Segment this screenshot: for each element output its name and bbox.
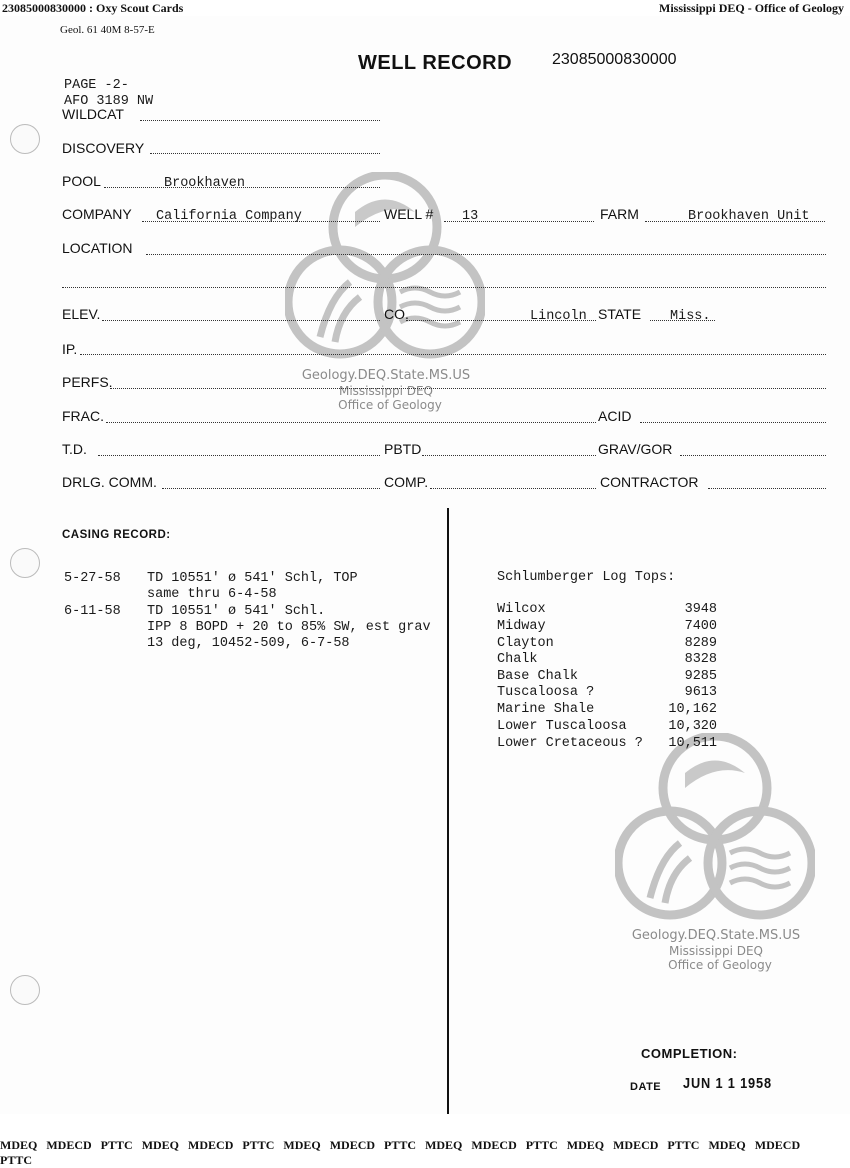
pbtd-label: PBTD <box>384 441 422 457</box>
source-title: 23085000830000 : Oxy Scout Cards <box>2 1 184 15</box>
log-top-row <box>497 736 717 753</box>
pool-label: POOL <box>62 173 101 189</box>
formation-name: Chalk <box>497 652 538 667</box>
td-label: T.D. <box>62 441 87 457</box>
completion-date-stamp: JUN 1 1 1958 <box>683 1075 772 1092</box>
formation-depth: 8328 <box>684 652 717 667</box>
formation-name: Marine Shale <box>497 702 595 717</box>
formation-depth: 10,511 <box>668 736 717 751</box>
log-top-row <box>497 702 717 719</box>
mdeq-watermark-logo <box>615 733 815 923</box>
contractor-label: CONTRACTOR <box>600 474 699 490</box>
log-top-row <box>497 652 717 669</box>
watermark-agency: Mississippi DEQ <box>668 944 763 958</box>
punch-hole <box>10 975 40 1005</box>
date-label: DATE <box>630 1081 662 1093</box>
location-line-2 <box>62 287 826 288</box>
grav-gor-line <box>680 455 826 456</box>
punch-hole <box>10 548 40 578</box>
footer-bar <box>0 1138 850 1168</box>
elev-label: ELEV. <box>62 306 101 322</box>
log-top-row <box>497 636 717 653</box>
wildcat-line <box>140 120 380 121</box>
wildcat-label: WILDCAT <box>62 106 124 122</box>
discovery-label: DISCOVERY <box>62 140 145 156</box>
county-value: Lincoln <box>530 309 587 324</box>
footer-item: PTTC <box>100 1138 133 1152</box>
casing-entry-line: 13 deg, 10452-509, 6-7-58 <box>147 636 350 651</box>
formation-name: Lower Cretaceous ? <box>497 736 643 751</box>
log-top-row <box>497 602 717 619</box>
footer-item: MDEQ <box>141 1138 180 1152</box>
punch-hole <box>10 124 40 154</box>
formation-name: Lower Tuscaloosa <box>497 719 627 734</box>
afo-number: AFO 3189 NW <box>64 94 154 109</box>
grav-gor-label: GRAV/GOR <box>598 441 673 457</box>
ip-line <box>80 354 826 355</box>
casing-entry-line: IPP 8 BOPD + 20 to 85% SW, est grav <box>147 620 431 635</box>
footer-item: MDECD <box>46 1138 92 1152</box>
td-line <box>98 455 380 456</box>
footer-item: MDEQ <box>566 1138 605 1152</box>
state-label: STATE <box>598 306 642 322</box>
log-top-row <box>497 669 717 686</box>
watermark-office: Office of Geology <box>668 958 772 972</box>
footer-item: MDEQ <box>283 1138 321 1152</box>
casing-entry-date: 6-11-58 <box>64 604 121 619</box>
footer-item: MDECD <box>471 1138 517 1152</box>
perfs-line <box>110 388 826 389</box>
footer-item: MDECD <box>188 1138 234 1152</box>
form-code: Geol. 61 40M 8-57-E <box>60 24 155 36</box>
watermark-url: Geology.DEQ.State.MS.US <box>301 368 471 383</box>
formation-name: Tuscaloosa ? <box>497 685 595 700</box>
pool-value: Brookhaven <box>164 176 246 191</box>
discovery-line <box>150 153 380 154</box>
formation-depth: 8289 <box>684 636 717 651</box>
page-number: PAGE -2- <box>64 78 129 93</box>
formation-name: Base Chalk <box>497 669 579 684</box>
company-label: COMPANY <box>62 206 132 222</box>
comp-line <box>430 488 596 489</box>
watermark-agency: Mississippi DEQ <box>338 384 433 398</box>
formation-depth: 10,162 <box>668 702 717 717</box>
farm-value: Brookhaven Unit <box>688 209 810 224</box>
footer-item: MDEQ <box>425 1138 463 1152</box>
footer-item: PTTC <box>242 1138 275 1152</box>
formation-depth: 3948 <box>684 602 717 617</box>
casing-entry-date: 5-27-58 <box>64 571 121 586</box>
formation-depth: 9285 <box>684 669 717 684</box>
contractor-line <box>708 488 826 489</box>
column-divider <box>447 508 449 1114</box>
location-label: LOCATION <box>62 240 133 256</box>
elev-line <box>102 320 380 321</box>
frac-line <box>106 422 596 423</box>
page-title: WELL RECORD <box>358 52 513 74</box>
log-top-row <box>497 685 717 702</box>
farm-label: FARM <box>600 206 639 222</box>
footer-item: MDEQ <box>0 1138 38 1152</box>
location-line <box>146 254 826 255</box>
log-top-row <box>497 619 717 636</box>
formation-depth: 10,320 <box>668 719 717 734</box>
mdeq-watermark-logo <box>285 172 485 362</box>
county-label: CO. <box>384 306 409 322</box>
completion-label: COMPLETION: <box>641 1046 738 1061</box>
footer-item: MDECD <box>754 1138 801 1152</box>
casing-entry-line: TD 10551' ø 541' Schl, TOP <box>147 571 358 586</box>
footer-item: PTTC <box>667 1138 700 1152</box>
casing-record-heading: CASING RECORD: <box>62 529 171 541</box>
api-number: 23085000830000 <box>552 51 677 68</box>
footer-item: MDECD <box>613 1138 659 1152</box>
pbtd-line <box>422 455 596 456</box>
formation-depth: 7400 <box>684 619 717 634</box>
state-value: Miss. <box>670 309 711 324</box>
formation-depth: 9613 <box>684 685 717 700</box>
frac-label: FRAC. <box>62 408 104 424</box>
formation-name: Midway <box>497 619 546 634</box>
comp-label: COMP. <box>384 474 429 490</box>
watermark-url: Geology.DEQ.State.MS.US <box>631 928 801 943</box>
formation-name: Clayton <box>497 636 554 651</box>
formation-name: Wilcox <box>497 602 546 617</box>
company-value: California Company <box>156 209 302 224</box>
acid-line <box>640 422 826 423</box>
drlg-comm-label: DRLG. COMM. <box>62 474 157 490</box>
casing-entry-line: same thru 6-4-58 <box>147 587 277 602</box>
footer-item: MDECD <box>329 1138 376 1152</box>
ip-label: IP. <box>62 341 78 357</box>
footer-item: PTTC <box>384 1138 417 1152</box>
log-tops-heading: Schlumberger Log Tops: <box>497 570 676 585</box>
acid-label: ACID <box>598 408 632 424</box>
watermark-office: Office of Geology <box>338 398 442 412</box>
log-top-row <box>497 719 717 736</box>
drlg-comm-line <box>162 488 380 489</box>
casing-entry-line: TD 10551' ø 541' Schl. <box>147 604 326 619</box>
well-value: 13 <box>462 209 479 224</box>
perfs-label: PERFS. <box>62 374 113 390</box>
footer-item: MDEQ <box>708 1138 746 1152</box>
footer-item: PTTC <box>525 1138 558 1152</box>
agency-title: Mississippi DEQ - Office of Geology <box>659 1 844 15</box>
well-label: WELL # <box>384 206 434 222</box>
footer-item: PTTC <box>0 1153 33 1167</box>
